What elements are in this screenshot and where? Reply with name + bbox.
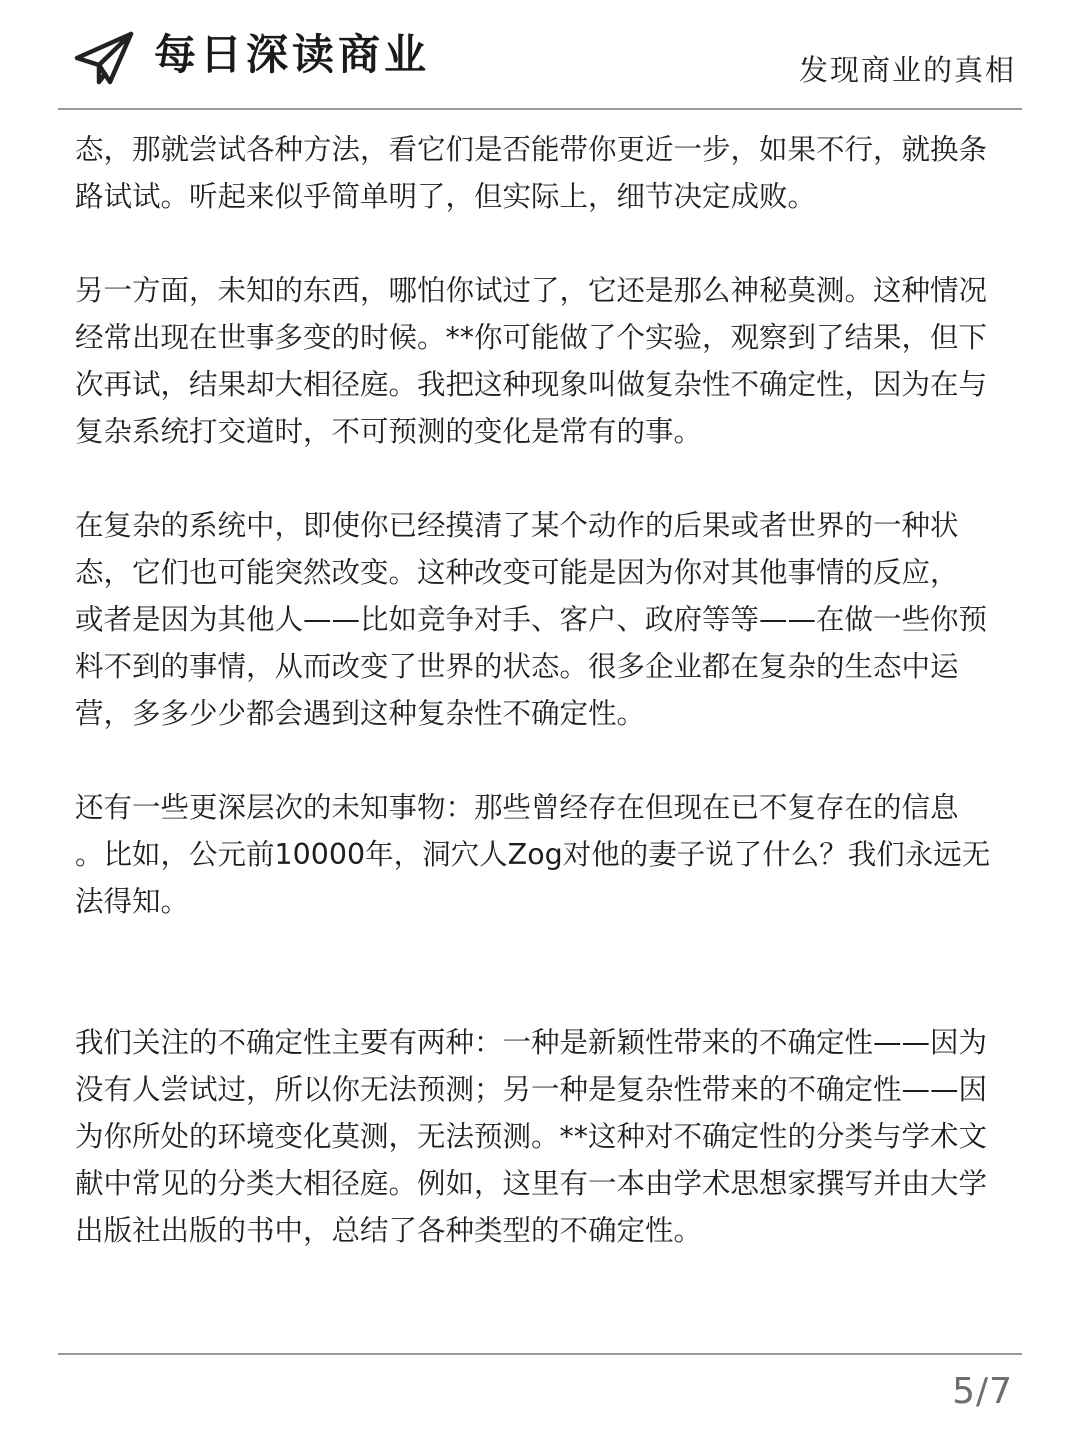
- text-line: 复杂系统打交道时，不可预测的变化是常有的事。: [75, 415, 703, 448]
- text-line: 态，它们也可能突然改变。这种改变可能是因为你对其他事情的反应，: [75, 556, 959, 589]
- page-indicator: 5/7: [952, 1371, 1013, 1412]
- paragraph: [75, 126, 1015, 220]
- header-bar: [0, 0, 1080, 110]
- text-line: 另一方面，未知的东西，哪怕你试过了，它还是那么神秘莫测。这种情况: [75, 274, 988, 307]
- text-line: 还有一些更深层次的未知事物：那些曾经存在但现在已不复存在的信息: [75, 791, 959, 824]
- text-line: 法得知。: [75, 885, 190, 918]
- text-line: 料不到的事情，从而改变了世界的状态。很多企业都在复杂的生态中运: [75, 650, 959, 683]
- paragraph-spacer: [75, 455, 1015, 502]
- paragraph-spacer: [75, 925, 1015, 1019]
- text-line: 路试试。听起来似乎简单明了，但实际上，细节决定成败。: [75, 180, 817, 213]
- text-line: 态，那就尝试各种方法，看它们是否能带你更近一步，如果不行，就换条: [75, 133, 988, 166]
- footer-divider: [58, 1353, 1022, 1355]
- paragraph: [75, 1019, 1015, 1254]
- header-divider: [58, 108, 1022, 110]
- text-line: 次再试，结果却大相径庭。我把这种现象叫做复杂性不确定性，因为在与: [75, 368, 988, 401]
- text-line: 我们关注的不确定性主要有两种：一种是新颖性带来的不确定性——因为: [75, 1026, 988, 1059]
- text-line: 或者是因为其他人——比如竞争对手、客户、政府等等——在做一些你预: [75, 603, 988, 636]
- text-line: 出版社出版的书中，总结了各种类型的不确定性。: [75, 1214, 703, 1247]
- paper-plane-icon: [74, 30, 134, 88]
- text-line: 。比如，公元前10000年，洞穴人Zog对他的妻子说了什么？我们永远无: [75, 838, 991, 871]
- text-line: 为你所处的环境变化莫测，无法预测。**这种对不确定性的分类与学术文: [75, 1120, 988, 1153]
- text-line: 献中常见的分类大相径庭。例如，这里有一本由学术思想家撰写并由大学: [75, 1167, 988, 1200]
- paragraph: [75, 784, 1015, 925]
- text-line: 营，多多少少都会遇到这种复杂性不确定性。: [75, 697, 646, 730]
- paragraph-spacer: [75, 737, 1015, 784]
- text-line: 在复杂的系统中，即使你已经摸清了某个动作的后果或者世界的一种状: [75, 509, 959, 542]
- paragraph-spacer: [75, 220, 1015, 267]
- text-line: 经常出现在世事多变的时候。**你可能做了个实验，观察到了结果，但下: [75, 321, 988, 354]
- brand-title: 每日深读商业: [154, 30, 431, 79]
- text-line: 没有人尝试过，所以你无法预测；另一种是复杂性带来的不确定性——因: [75, 1073, 988, 1106]
- paragraph: [75, 502, 1015, 737]
- paragraph: [75, 267, 1015, 455]
- brand-tagline: 发现商业的真相: [798, 53, 1016, 87]
- article-body: [75, 126, 1015, 1254]
